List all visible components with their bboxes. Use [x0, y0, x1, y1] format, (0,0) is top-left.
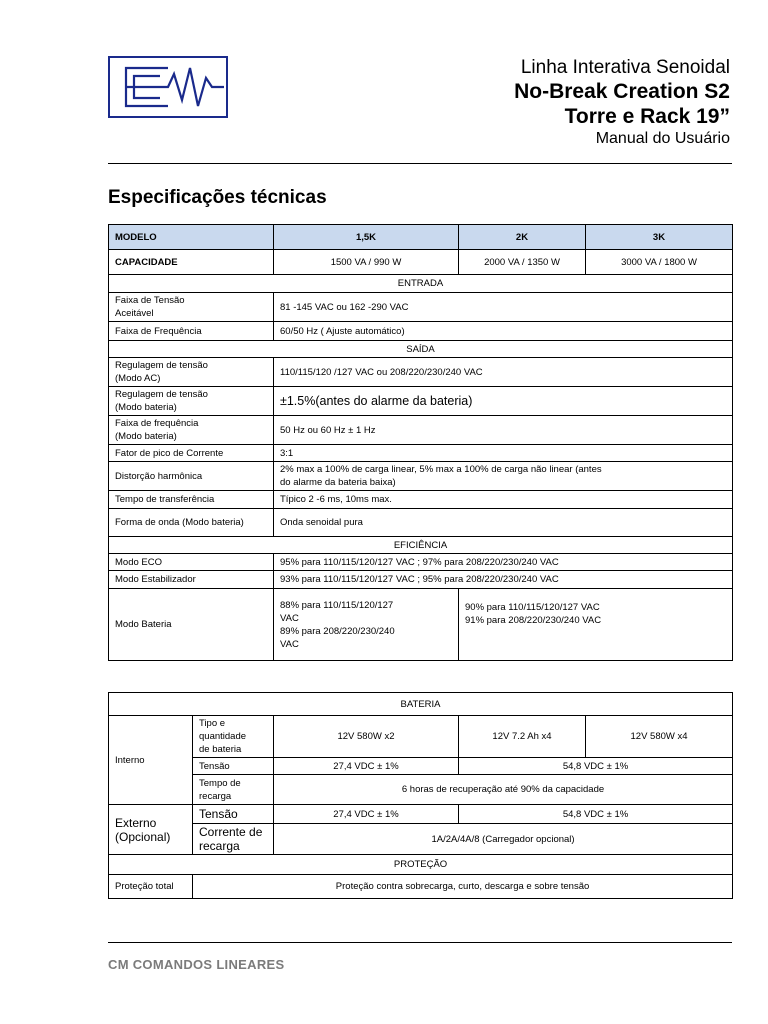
- table-cell: Típico 2 -6 ms, 10ms max.: [274, 491, 733, 509]
- table-cell: 1500 VA / 990 W: [274, 250, 459, 275]
- value-line: 91% para 208/220/230/240 VAC: [465, 615, 602, 626]
- table-cell: 110/115/120 /127 VAC ou 208/220/230/240 VAC: [274, 358, 733, 387]
- table-row: [109, 250, 733, 275]
- header-cell: 2K: [459, 225, 586, 250]
- table-cell: 81 -145 VAC ou 162 -290 VAC: [274, 293, 733, 322]
- sub-label: Tensão: [193, 758, 274, 775]
- section-row: [109, 341, 733, 358]
- label-line: Tipo e: [199, 718, 226, 729]
- label-line: Corrente de: [199, 825, 263, 839]
- header-line3: Torre e Rack 19”: [564, 104, 730, 128]
- table-cell: 3:1: [274, 445, 733, 462]
- footer-company-name: CM COMANDOS LINEARES: [108, 957, 285, 972]
- label-line: Regulagem de tensão: [115, 389, 208, 400]
- table-row: [109, 775, 733, 805]
- header-cell: 3K: [586, 225, 733, 250]
- spec-table-battery: [108, 692, 733, 899]
- row-label: Forma de onda (Modo bateria): [109, 509, 274, 537]
- table-cell: Proteção contra sobrecarga, curto, descarga e sobre tensão: [193, 875, 733, 899]
- table-cell: Onda senoidal pura: [274, 509, 733, 537]
- table-cell: [274, 462, 733, 491]
- row-label: Modo Estabilizador: [109, 571, 274, 589]
- label-line: recarga: [199, 790, 232, 802]
- table-cell: 93% para 110/115/120/127 VAC ; 95% para 208/220/230/240 VAC: [274, 571, 733, 589]
- sub-label: [193, 775, 274, 805]
- header-line2: No-Break Creation S2: [514, 79, 730, 103]
- row-label: Interno: [109, 716, 193, 805]
- row-label: Fator de pico de Corrente: [109, 445, 274, 462]
- table-cell: 54,8 VDC ± 1%: [459, 758, 733, 775]
- row-label: Modo Bateria: [109, 589, 274, 661]
- header-line1: Linha Interativa Senoidal: [520, 57, 730, 78]
- section-label: SAÍDA: [109, 341, 733, 358]
- header-cell: 1,5K: [274, 225, 459, 250]
- row-label: [109, 416, 274, 445]
- section-row: [109, 693, 733, 716]
- label-line: (Modo bateria): [115, 402, 177, 413]
- table-cell: 27,4 VDC ± 1%: [274, 758, 459, 775]
- value-line: 90% para 110/115/120/127 VAC: [465, 602, 600, 613]
- header-cell: MODELO: [109, 225, 274, 250]
- section-label: PROTEÇÃO: [109, 855, 733, 875]
- table-cell: 2000 VA / 1350 W: [459, 250, 586, 275]
- value-line: 88% para 110/115/120/127: [280, 599, 394, 611]
- row-label: Distorção harmônica: [109, 462, 274, 491]
- label-line: Tempo de: [199, 777, 241, 789]
- value-line: do alarme da bateria baixa): [280, 477, 396, 488]
- row-label: Modo ECO: [109, 554, 274, 571]
- value-line: 2% max a 100% de carga linear, 5% max a 100% de carga não linear (antes: [280, 464, 602, 475]
- table-cell: 1A/2A/4A/8 (Carregador opcional): [274, 824, 733, 855]
- value-line: VAC: [280, 612, 299, 624]
- row-label: Proteção total: [109, 875, 193, 899]
- section-row: [109, 275, 733, 293]
- row-label: CAPACIDADE: [109, 250, 274, 275]
- table-cell: 12V 7.2 Ah x4: [459, 716, 586, 758]
- header-divider: [108, 163, 732, 164]
- label-line: (Opcional): [115, 829, 171, 844]
- label-line: Externo: [115, 815, 157, 830]
- table-cell: 12V 580W x2: [274, 716, 459, 758]
- label-line: de bateria: [199, 744, 242, 755]
- table-row: [109, 875, 733, 899]
- company-logo: [108, 56, 228, 118]
- table-row: [109, 293, 733, 322]
- row-label: Faixa de Frequência: [109, 322, 274, 341]
- sub-label: Tensão: [193, 805, 274, 824]
- table-header-row: [109, 225, 733, 250]
- table-cell: 3000 VA / 1800 W: [586, 250, 733, 275]
- label-line: quantidade: [199, 731, 247, 742]
- table-row: [109, 445, 733, 462]
- document-header: [514, 58, 730, 148]
- label-line: Faixa de Tensão: [115, 295, 185, 306]
- table-cell: 60/50 Hz ( Ajuste automático): [274, 322, 733, 341]
- table-cell: 50 Hz ou 60 Hz ± 1 Hz: [274, 416, 733, 445]
- row-label: [109, 293, 274, 322]
- table-row: [109, 416, 733, 445]
- label-line: (Modo bateria): [115, 431, 177, 442]
- section-label: ENTRADA: [109, 275, 733, 293]
- table-row: [109, 509, 733, 537]
- label-line: Regulagem de tensão: [115, 360, 208, 371]
- value-line: 89% para 208/220/230/240: [280, 625, 395, 637]
- spec-table-main: [108, 224, 733, 661]
- table-cell: 95% para 110/115/120/127 VAC ; 97% para 208/220/230/240 VAC: [274, 554, 733, 571]
- table-row: [109, 571, 733, 589]
- table-cell: 6 horas de recuperação até 90% da capacidade: [274, 775, 733, 805]
- table-row: [109, 462, 733, 491]
- label-line: recarga: [199, 839, 240, 853]
- header-line4: Manual do Usuário: [595, 130, 730, 148]
- table-row: [109, 491, 733, 509]
- footer-divider: [108, 942, 732, 943]
- table-row: [109, 805, 733, 824]
- table-cell: 54,8 VDC ± 1%: [459, 805, 733, 824]
- sub-label: [193, 824, 274, 855]
- section-label: BATERIA: [109, 693, 733, 716]
- table-cell: ±1.5%(antes do alarme da bateria): [274, 387, 733, 416]
- section-label: EFICIÊNCIA: [109, 537, 733, 554]
- table-row: [109, 758, 733, 775]
- value-line: VAC: [280, 638, 299, 650]
- row-label: [109, 358, 274, 387]
- table-row: [109, 824, 733, 855]
- row-label: [109, 387, 274, 416]
- table-row: [109, 322, 733, 341]
- table-cell: [274, 589, 459, 661]
- section-row: [109, 537, 733, 554]
- table-row: [109, 358, 733, 387]
- label-line: Aceitável: [115, 308, 154, 319]
- label-line: (Modo AC): [115, 373, 161, 384]
- sub-label: [193, 716, 274, 758]
- table-row: [109, 554, 733, 571]
- section-row: [109, 855, 733, 875]
- table-row: [109, 589, 733, 661]
- table-cell: 27,4 VDC ± 1%: [274, 805, 459, 824]
- table-cell: [459, 589, 733, 661]
- table-row: [109, 387, 733, 416]
- table-cell: 12V 580W x4: [586, 716, 733, 758]
- table-row: [109, 716, 733, 758]
- row-label: [109, 805, 193, 855]
- row-label: Tempo de transferência: [109, 491, 274, 509]
- section-title: Especificações técnicas: [108, 187, 327, 208]
- label-line: Faixa de frequência: [115, 418, 199, 429]
